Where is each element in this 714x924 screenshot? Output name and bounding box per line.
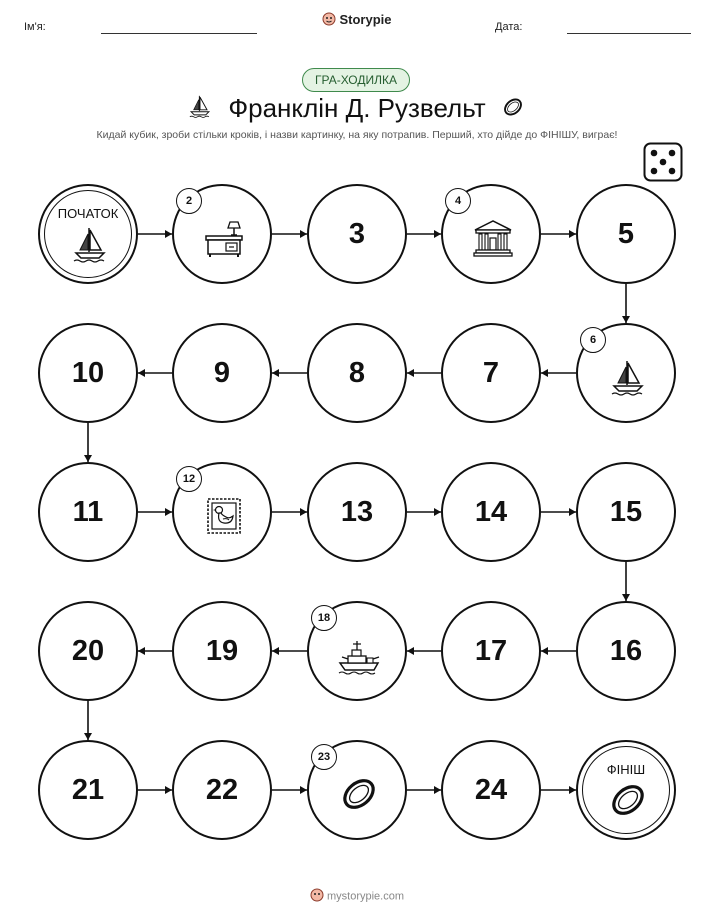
game-type-badge: ГРА-ХОДИЛКА (302, 68, 410, 92)
space-number: 20 (71, 634, 105, 667)
arrow-head (138, 647, 145, 655)
arrow-head (165, 230, 172, 238)
board-space-2 (172, 184, 272, 284)
board-space-7 (441, 323, 541, 423)
space-number-badge: 4 (445, 188, 471, 214)
board-space-17 (441, 601, 541, 701)
space-number: 10 (71, 356, 105, 389)
finish-space (576, 740, 676, 840)
space-number-badge: 23 (311, 744, 337, 770)
space-label: ФІНІШ (606, 762, 646, 777)
board-space-12 (172, 462, 272, 562)
board-space-16 (576, 601, 676, 701)
space-number: 15 (609, 495, 643, 528)
board-space-6 (576, 323, 676, 423)
warship-icon (337, 633, 381, 677)
board-space-18 (307, 601, 407, 701)
space-number: 19 (205, 634, 239, 667)
board-space-22 (172, 740, 272, 840)
space-number: 24 (474, 773, 508, 806)
space-number: 9 (213, 356, 231, 389)
board-space-20 (38, 601, 138, 701)
arrow-head (569, 230, 576, 238)
board-space-14 (441, 462, 541, 562)
ring-icon (606, 778, 650, 822)
board-space-19 (172, 601, 272, 701)
arrow-head (541, 647, 548, 655)
space-number: 17 (474, 634, 508, 667)
space-number: 14 (474, 495, 508, 528)
arrow-head (165, 786, 172, 794)
arrow-head (407, 647, 414, 655)
space-number: 22 (205, 773, 239, 806)
space-number-badge: 2 (176, 188, 202, 214)
start-space (38, 184, 138, 284)
board-space-24 (441, 740, 541, 840)
sailboat-icon (606, 355, 650, 399)
board-space-21 (38, 740, 138, 840)
arrow-head (84, 733, 92, 740)
sailboat-icon (68, 222, 112, 266)
arrow-head (272, 369, 279, 377)
space-number-badge: 6 (580, 327, 606, 353)
brand-name: Storypie (339, 12, 392, 27)
board-space-8 (307, 323, 407, 423)
arrow-head (165, 508, 172, 516)
space-number: 16 (609, 634, 643, 667)
duck-stamp-icon (202, 494, 246, 538)
space-number: 13 (340, 495, 374, 528)
arrow-head (84, 455, 92, 462)
board-space-15 (576, 462, 676, 562)
board-space-5 (576, 184, 676, 284)
government-building-icon (471, 216, 515, 260)
arrow-head (569, 508, 576, 516)
arrow-head (434, 230, 441, 238)
arrow-head (569, 786, 576, 794)
space-number: 21 (71, 773, 105, 806)
arrow-head (300, 230, 307, 238)
board-space-10 (38, 323, 138, 423)
arrow-head (622, 316, 630, 323)
space-number: 8 (348, 356, 366, 389)
board-space-23 (307, 740, 407, 840)
arrow-head (622, 594, 630, 601)
arrow-head (434, 508, 441, 516)
arrow-head (300, 786, 307, 794)
arrow-head (272, 647, 279, 655)
arrow-head (407, 369, 414, 377)
space-number: 7 (482, 356, 500, 389)
name-label: Ім'я: (24, 21, 46, 33)
footer (0, 888, 714, 905)
space-label: ПОЧАТОК (57, 206, 119, 221)
board-space-4 (441, 184, 541, 284)
storypie-footer-logo-icon (310, 888, 324, 905)
space-number: 5 (617, 217, 635, 250)
board-space-11 (38, 462, 138, 562)
desk-icon (202, 216, 246, 260)
space-number: 3 (348, 217, 366, 250)
board-space-3 (307, 184, 407, 284)
space-number-badge: 18 (311, 605, 337, 631)
date-label: Дата: (495, 21, 523, 33)
board-space-9 (172, 323, 272, 423)
arrow-head (300, 508, 307, 516)
footer-url: mystorypie.com (326, 890, 405, 903)
arrow-head (138, 369, 145, 377)
board-space-13 (307, 462, 407, 562)
space-number: 11 (72, 495, 104, 528)
arrow-head (434, 786, 441, 794)
arrow-head (541, 369, 548, 377)
space-number-badge: 12 (176, 466, 202, 492)
page-title: Франклін Д. Рузвельт (228, 93, 486, 123)
ring-icon (337, 772, 381, 816)
instructions: Кидай кубик, зроби стільки кроків, і назви картинку, на яку потрапив. Перший, хто дійде до ФІНІШУ, виграє! (96, 129, 618, 141)
